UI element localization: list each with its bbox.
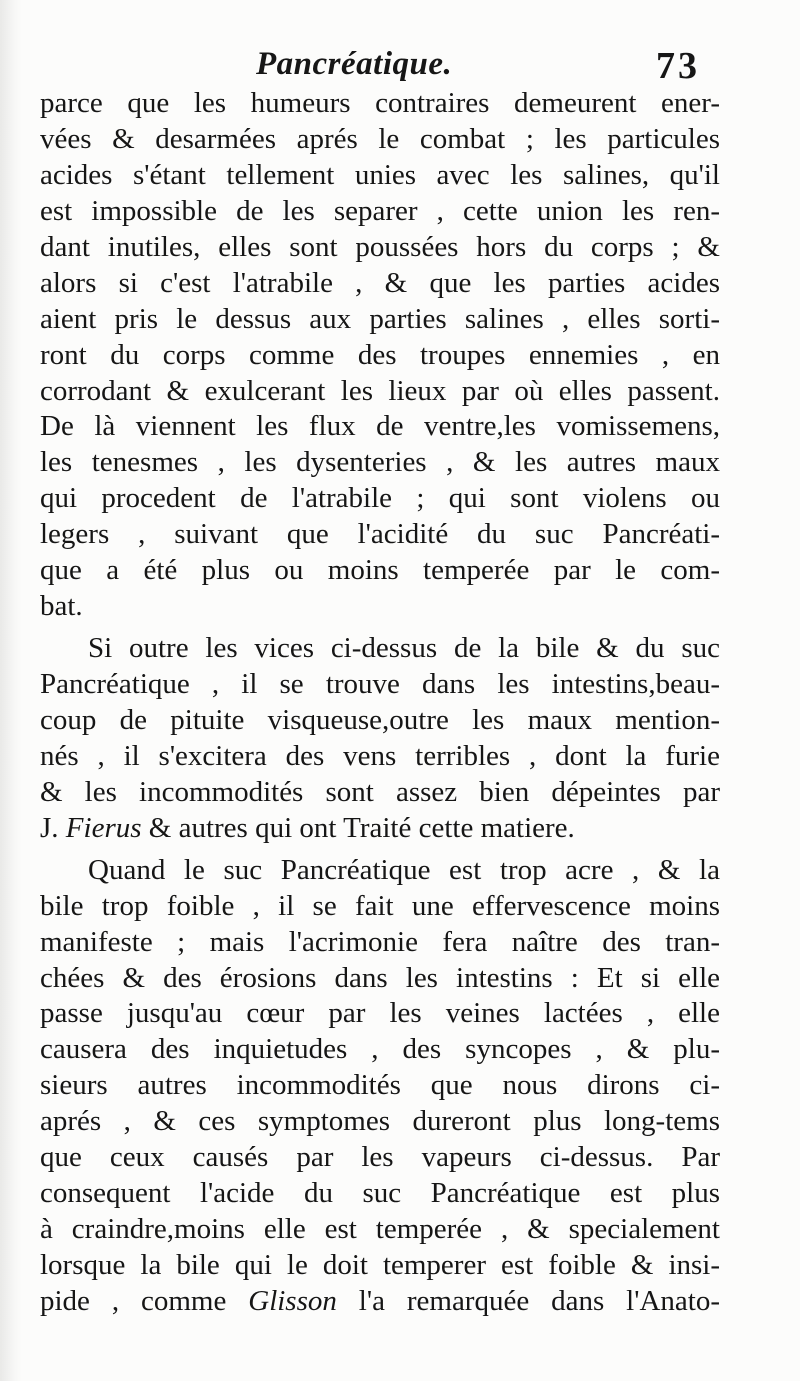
text-line: aprés , & ces symptomes dureront plus long-tems (40, 1105, 720, 1138)
text-line: bile trop foible , il se fait une effervescence moins (40, 889, 720, 922)
text-line: vées & desarmées aprés le combat ; les particules (40, 122, 720, 155)
text-line: que ceux causés par les vapeurs ci-dessus. Par (40, 1141, 720, 1174)
text-line: ront du corps comme des troupes ennemies , en (40, 338, 720, 371)
text-run: & autres qui ont Traité cette matiere. (141, 811, 575, 844)
text-run: l'a remarquée dans l'Anato- (336, 1284, 720, 1317)
page-number: 73 (656, 45, 700, 87)
text-line: passe jusqu'au cœur par les veines lactées , elle (40, 997, 720, 1030)
text-line: manifeste ; mais l'acrimonie fera naître des tran- (40, 925, 720, 958)
text-line: chées & des érosions dans les intestins : Et si elle (40, 961, 720, 994)
text-line: & les incommodités sont assez bien dépeintes par (40, 775, 720, 808)
text-line: nés , il s'excitera des vens terribles , dont la furie (40, 739, 720, 772)
text-line: les tenesmes , les dysenteries , & les autres maux (40, 446, 720, 479)
text-line: De là viennent les flux de ventre,les vomissemens, (40, 410, 720, 443)
text-line: est impossible de les separer , cette union les ren- (40, 194, 720, 227)
text-line: legers , suivant que l'acidité du suc Pancréati- (40, 518, 720, 551)
text-line: acides s'étant tellement unies avec les salines, qu'il (40, 158, 720, 191)
text-run: J. (40, 811, 66, 844)
text-line: corrodant & exulcerant les lieux par où elles passent. (40, 374, 720, 407)
running-head-title: Pancréatique. (256, 46, 453, 82)
text-line: dant inutiles, elles sont poussées hors du corps ; & (40, 230, 720, 263)
paragraph-3 (40, 853, 720, 1320)
text-line: consequent l'acide du suc Pancréatique est plus (40, 1177, 720, 1210)
text-line: causera des inquietudes , des syncopes , & plu- (40, 1033, 720, 1066)
body-text (40, 86, 720, 1320)
text-line: bat. (40, 590, 83, 623)
text-line (40, 811, 720, 847)
text-line: que a été plus ou moins temperée par le com- (40, 554, 720, 587)
text-run: pide , comme (40, 1284, 249, 1317)
text-line: à craindre,moins elle est temperée , & specialement (40, 1213, 720, 1246)
text-line: aient pris le dessus aux parties salines , elles sorti- (40, 302, 720, 335)
page-gutter-shadow (0, 0, 22, 1381)
text-line: lorsque la bile qui le doit temperer est foible & insi- (40, 1249, 720, 1281)
text-line: coup de pituite visqueuse,outre les maux mention- (40, 703, 720, 736)
paragraph-2 (40, 631, 720, 847)
text-line: Quand le suc Pancréatique est trop acre , & la (88, 853, 720, 886)
text-line: sieurs autres incommodités que nous dirons ci- (40, 1069, 720, 1102)
author-name: Fierus (65, 811, 142, 844)
text-line: alors si c'est l'atrabile , & que les parties acides (40, 266, 720, 299)
paragraph-1 (40, 86, 720, 625)
text-line: qui procedent de l'atrabile ; qui sont violens ou (40, 482, 720, 515)
text-line: Si outre les vices ci-dessus de la bile & du suc (88, 632, 720, 665)
author-name: Glisson (248, 1284, 337, 1317)
text-line: parce que les humeurs contraires demeurent ener- (40, 87, 720, 119)
text-line: Pancréatique , il se trouve dans les intestins,beau- (40, 668, 720, 700)
text-line (40, 1284, 720, 1320)
